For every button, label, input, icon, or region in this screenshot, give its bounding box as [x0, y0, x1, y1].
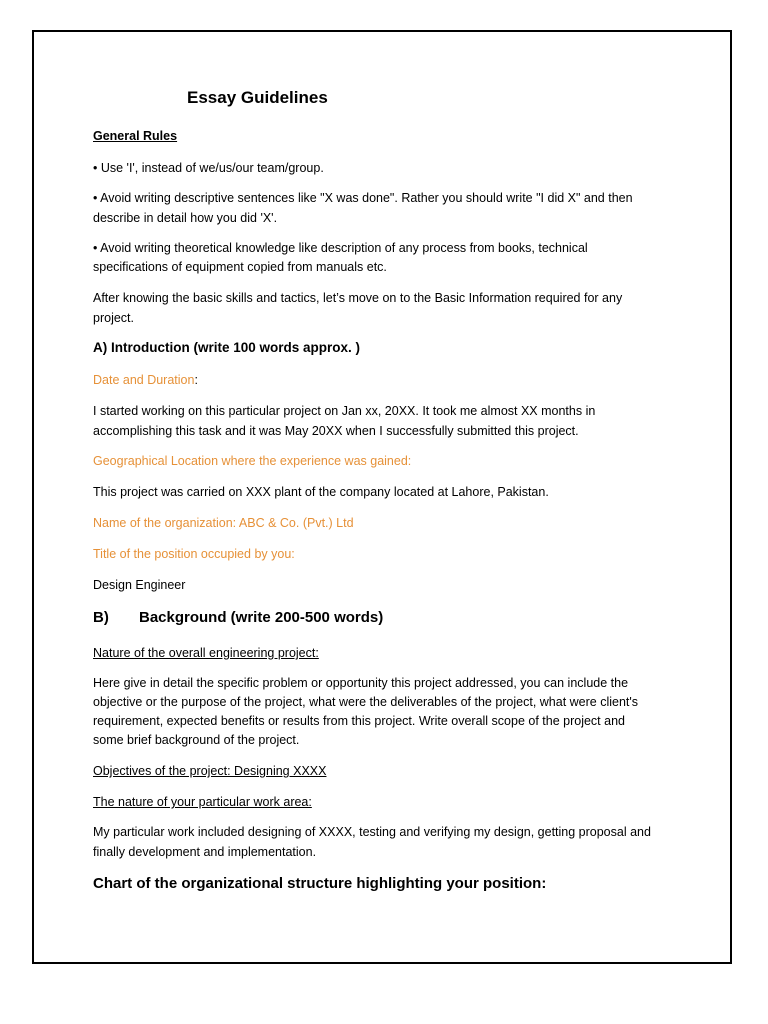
- date-label-colon: :: [194, 373, 198, 387]
- objectives-heading: Objectives of the project: Designing XXXX: [93, 764, 327, 778]
- date-label-text: Date and Duration: [93, 373, 195, 387]
- position-text: Design Engineer: [93, 578, 186, 592]
- work-area-heading: The nature of your particular work area:: [93, 795, 312, 809]
- work-area-text-line-1: My particular work included designing of XXXX, testing and verifying my design, getting proposal and: [93, 825, 651, 839]
- section-b-heading: [93, 610, 383, 626]
- location-text: This project was carried on XXX plant of the company located at Lahore, Pakistan.: [93, 485, 549, 499]
- nature-heading: Nature of the overall engineering project:: [93, 646, 319, 660]
- nature-text-line-2: objective or the purpose of the project, what were the deliverables of the project, what were client's: [93, 695, 639, 709]
- nature-text-line-1: Here give in detail the specific problem or opportunity this project addressed, you can include the: [93, 676, 629, 690]
- chart-heading: Chart of the organizational structure highlighting your position:: [93, 875, 547, 892]
- general-rules-heading: General Rules: [93, 129, 178, 143]
- date-text-line-1: I started working on this particular project on Jan xx, 20XX. It took me almost XX months in: [93, 404, 596, 418]
- date-text-line-2: accomplishing this task and it was May 20XX when I successfully submitted this project.: [93, 424, 579, 438]
- rule-1: • Use 'I', instead of we/us/our team/group.: [93, 161, 324, 175]
- section-b-letter: B): [93, 609, 109, 626]
- location-label: Geographical Location where the experience was gained:: [93, 454, 412, 468]
- section-a-heading: A) Introduction (write 100 words approx. ): [93, 340, 361, 355]
- date-duration-label: [93, 372, 198, 388]
- rule-3-line-2: specifications of equipment copied from manuals etc.: [93, 260, 387, 274]
- nature-text-line-3: requirement, expected benefits or results from this project. Write overall scope of the project and: [93, 714, 625, 728]
- section-b-title: Background (write 200-500 words): [139, 609, 384, 626]
- rule-2-line-1: • Avoid writing descriptive sentences like "X was done". Rather you should write "I did X" and then: [93, 191, 633, 205]
- rule-2-line-2: describe in detail how you did 'X'.: [93, 211, 278, 225]
- rule-3-line-1: • Avoid writing theoretical knowledge like description of any process from books, technical: [93, 241, 588, 255]
- transition-line-1: After knowing the basic skills and tactics, let’s move on to the Basic Information required for any: [93, 291, 623, 305]
- work-area-text-line-2: finally development and implementation.: [93, 845, 317, 859]
- position-label: Title of the position occupied by you:: [93, 547, 295, 561]
- transition-line-2: project.: [93, 311, 134, 325]
- document-title: Essay Guidelines: [187, 88, 328, 107]
- organization-label: Name of the organization: ABC & Co. (Pvt.) Ltd: [93, 516, 354, 530]
- nature-text-line-4: some brief background of the project.: [93, 733, 300, 747]
